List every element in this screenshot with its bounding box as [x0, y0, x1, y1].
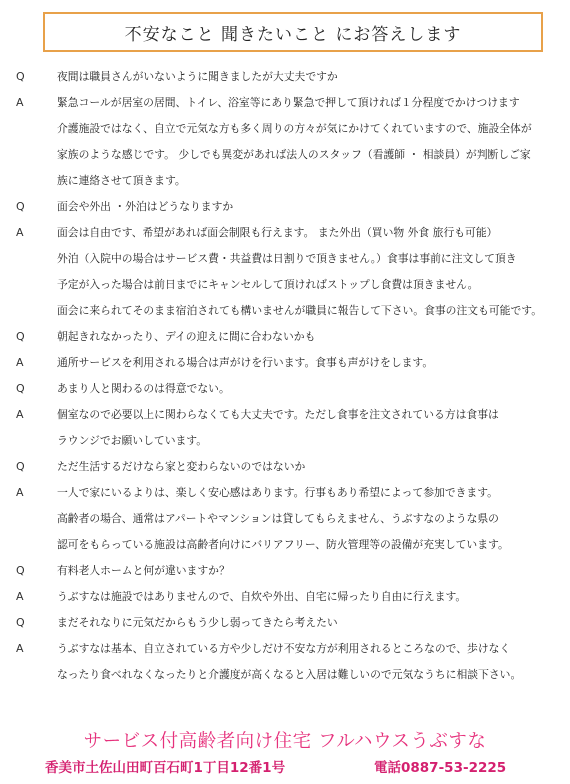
answer-line	[0, 402, 570, 428]
line-text: 外泊（入院中の場合はサービス費・共益費は日割りで頂きません。）食事は事前に注文して頂き	[57, 252, 517, 265]
answer-continuation-line	[0, 298, 570, 324]
answer-continuation-line	[0, 168, 570, 194]
line-text: 介護施設ではなく、自立で元気な方も多く周りの方々が気にかけてくれていますので、施設全体が	[57, 122, 532, 135]
answer-continuation-line	[0, 532, 570, 558]
answer-continuation-line	[0, 428, 570, 454]
facility-phone: 電話0887-53-2225	[374, 760, 507, 776]
question-line	[0, 324, 570, 350]
answer-marker: A	[16, 590, 24, 603]
answer-continuation-line	[0, 506, 570, 532]
line-text: 有料老人ホームと何が違いますか？	[57, 564, 230, 577]
answer-line	[0, 90, 570, 116]
question-marker: Q	[16, 564, 25, 577]
line-text: なったり食べれなくなったりと介護度が高くなると入居は難しいので元気なうちに相談下さい。	[57, 668, 522, 681]
question-line	[0, 610, 570, 636]
question-marker: Q	[16, 460, 25, 473]
line-text: 面会に来られてそのまま宿泊されても構いませんが職員に報告して下さい。食事の注文も可能です。	[57, 304, 542, 317]
question-marker: Q	[16, 330, 25, 343]
answer-continuation-line	[0, 272, 570, 298]
line-text: あまり人と関わるのは得意でない。	[57, 382, 230, 395]
line-text: うぶすなは基本、自立されている方や少しだけ不安な方が利用されるところなので、歩けなく	[57, 642, 511, 655]
question-marker: Q	[16, 616, 25, 629]
line-text: 夜間は職員さんがいないように聞きましたが大丈夫ですか	[57, 70, 338, 83]
line-text: うぶすなは施設ではありませんので、自炊や外出、自宅に帰ったり自由に行えます。	[57, 590, 467, 603]
line-text: ただ生活するだけなら家と変わらないのではないか	[57, 460, 306, 473]
facility-address: 香美市土佐山田町百石町1丁目12番1号	[45, 760, 286, 776]
page-title: 不安なこと 聞きたいこと にお答えします	[124, 24, 462, 45]
answer-continuation-line	[0, 142, 570, 168]
answer-continuation-line	[0, 662, 570, 688]
answer-marker: A	[16, 486, 24, 499]
facility-name: サービス付高齢者向け住宅 フルハウスうぶすな	[83, 731, 487, 752]
line-text: 一人で家にいるよりは、楽しく安心感はあります。行事もあり希望によって参加できます。	[57, 486, 498, 499]
question-line	[0, 376, 570, 402]
line-text: 認可をもらっている施設は高齢者向けにバリアフリー、防火管理等の設備が充実しています。	[57, 538, 509, 551]
line-text: 高齢者の場合、通常はアパートやマンションは貸してもらえません、うぶすなのような県の	[57, 512, 499, 525]
question-line	[0, 454, 570, 480]
line-text: まだそれなりに元気だからもう少し弱ってきたら考えたい	[57, 616, 338, 629]
answer-marker: A	[16, 226, 24, 239]
line-text: 予定が入った場合は前日までにキャンセルして頂ければストップし食費は頂きません。	[57, 278, 479, 291]
answer-line	[0, 350, 570, 376]
answer-line	[0, 584, 570, 610]
question-line	[0, 194, 570, 220]
line-text: 家族のような感じです。 少しでも異変があれば法人のスタッフ（看護師 ・ 相談員）が判断しご家	[57, 148, 531, 161]
answer-marker: A	[16, 642, 24, 655]
answer-line	[0, 220, 570, 246]
question-marker: Q	[16, 200, 25, 213]
answer-line	[0, 480, 570, 506]
answer-continuation-line	[0, 116, 570, 142]
qa-list	[0, 64, 570, 688]
question-line	[0, 64, 570, 90]
line-text: 通所サービスを利用される場合は声がけを行います。食事も声がけをします。	[57, 356, 434, 369]
answer-marker: A	[16, 356, 24, 369]
line-text: 面会や外出 ・外泊はどうなりますか	[57, 200, 234, 213]
line-text: 朝起きれなかったり、デイの迎えに間に合わないかも	[57, 330, 316, 343]
title-box	[43, 12, 543, 52]
line-text: ラウンジでお願いしています。	[57, 434, 208, 447]
answer-marker: A	[16, 408, 24, 421]
question-marker: Q	[16, 382, 25, 395]
line-text: 族に連絡させて頂きます。	[57, 174, 186, 187]
answer-line	[0, 636, 570, 662]
line-text: 面会は自由です、希望があれば面会制限も行えます。 また外出（買い物 外食 旅行も可能）	[57, 226, 498, 239]
answer-continuation-line	[0, 246, 570, 272]
answer-marker: A	[16, 96, 24, 109]
question-line	[0, 558, 570, 584]
line-text: 緊急コールが居室の居間、トイレ、浴室等にあり緊急で押して頂ければ１分程度でかけつけます	[57, 96, 520, 109]
question-marker: Q	[16, 70, 25, 83]
line-text: 個室なので必要以上に関わらなくても大丈夫です。ただし食事を注文されている方は食事は	[57, 408, 499, 421]
